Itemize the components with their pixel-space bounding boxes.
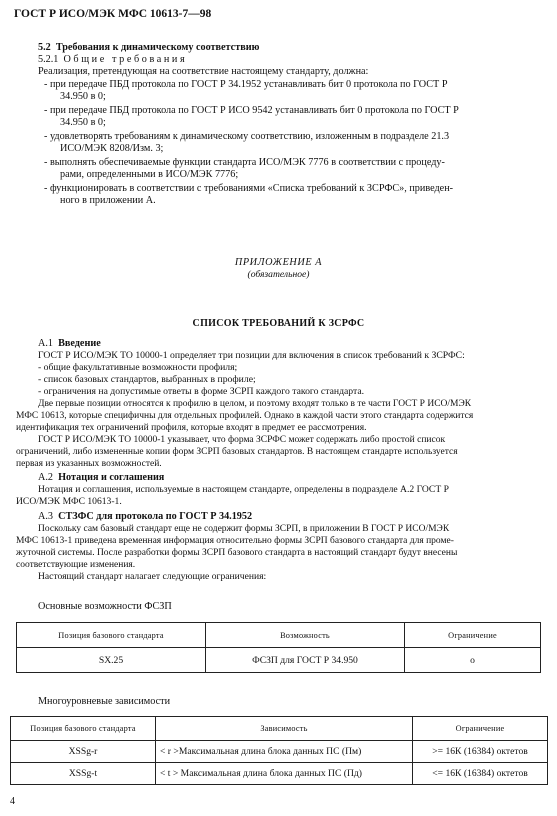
a1-number: А.1 (38, 338, 53, 349)
table2-caption: Многоуровневые зависимости (38, 696, 171, 707)
list-item: - ограничения на допустимые ответы в форме ЗСРП каждого такого стандарта. (38, 386, 365, 397)
column-header: Зависимость (156, 717, 413, 741)
a3-number: А.3 (38, 511, 53, 522)
paragraph-line: первая из указанных возможностей. (16, 459, 162, 469)
list-item: - выполнять обеспечиваемые функции стандарта ИСО/МЭК 7776 в соответствии с процеду- (44, 157, 445, 168)
column-header: Возможность (206, 623, 405, 648)
paragraph-line: Реализация, претендующая на соответствие настоящему стандарту, должна: (38, 66, 369, 77)
table-cell: о (405, 648, 541, 673)
list-item: - список базовых стандартов, выбранных в профиле; (38, 374, 256, 385)
column-header: Ограничение (405, 623, 541, 648)
list-item-continuation: 34.950 в 0; (60, 91, 106, 102)
paragraph-line: ограничений, либо измененные копии форм ЗСРП базовых стандартов. В настоящем стандарте используется (16, 447, 458, 457)
a3-title: СТЗФС для протокола по ГОСТ Р 34.1952 (58, 511, 253, 522)
list-item: - общие факультативные возможности профиля; (38, 362, 238, 373)
paragraph-line: жуточной системы. После разработки формы ЗСРП базового стандарта в настоящий стандарт будут внесены (16, 548, 458, 558)
appendix-main-title: СПИСОК ТРЕБОВАНИЙ К ЗСРФС (192, 318, 365, 329)
page-header: ГОСТ Р ИСО/МЭК МФС 10613-7—98 (14, 8, 212, 20)
paragraph-line: Нотация и соглашения, используемые в настоящем стандарте, определены в подразделе А.2 ГОСТ Р (38, 484, 449, 495)
table-cell: ФСЗП для ГОСТ Р 34.950 (206, 648, 405, 673)
list-item: - функционировать в соответствии с требованиями «Списка требований к ЗСРФС», приведен- (44, 183, 454, 194)
table-cell: < r >Максимальная длина блока данных ПС (Пм) (156, 741, 413, 763)
table-row (17, 648, 541, 673)
table-row (11, 741, 548, 763)
table-multilevel-dependencies (10, 716, 548, 785)
table-cell: >= 16К (16384) октетов (413, 741, 548, 763)
table-basic-capabilities (16, 622, 541, 673)
paragraph-line: соответствующие изменения. (16, 560, 136, 570)
column-header: Позиция базового стандарта (11, 717, 156, 741)
column-header: Ограничение (413, 717, 548, 741)
section-title: Требования к динамическому соответствию (55, 42, 260, 53)
subsection-title: Общие требования (63, 54, 188, 65)
page-number: 4 (10, 796, 15, 807)
section-5-2-heading (38, 42, 259, 54)
paragraph-line: идентификация тех ограничений профиля, которые входят в предмет ее рассмотрения. (16, 423, 367, 433)
table-cell: XSSg-r (11, 741, 156, 763)
list-item-continuation: ного в приложении А. (60, 195, 156, 206)
a2-heading (38, 472, 164, 484)
paragraph-line: ГОСТ Р ИСО/МЭК ТО 10000-1 указывает, что форма ЗСРФС может содержать либо простой список (38, 435, 446, 445)
a2-title: Нотация и соглашения (58, 472, 165, 483)
list-item: - при передаче ПБД протокола по ГОСТ Р ИСО 9542 устанавливать бит 0 протокола по ГОСТ Р (44, 105, 459, 116)
paragraph-line: МФС 10613-1 приведена временная информация относительно формы ЗСРП базового стандарта для проме- (16, 536, 454, 546)
table-header-row (11, 717, 548, 741)
a3-heading (38, 511, 252, 523)
appendix-subtitle: (обязательное) (247, 269, 310, 280)
list-item: - при передаче ПБД протокола по ГОСТ Р 34.1952 устанавливать бит 0 протокола по ГОСТ Р (44, 79, 448, 90)
column-header: Позиция базового стандарта (17, 623, 206, 648)
appendix-title: ПРИЛОЖЕНИЕ А (234, 257, 323, 268)
table-cell: XSSg-t (11, 763, 156, 785)
paragraph-line: МФС 10613, которые специфичны для отдельных профилей. Однако в каждой части этого стандарта содержится (16, 411, 474, 421)
a2-number: А.2 (38, 472, 53, 483)
table-header-row (17, 623, 541, 648)
subsection-number: 5.2.1 (38, 54, 59, 65)
list-item-continuation: ИСО/МЭК 8208/Изм. 3; (60, 143, 164, 154)
paragraph-line: Поскольку сам базовый стандарт еще не содержит формы ЗСРП, в приложении В ГОСТ Р ИСО/МЭК (38, 524, 450, 534)
a1-title: Введение (58, 338, 101, 349)
paragraph-line: Две первые позиции относятся к профилю в целом, и поэтому входят только в те части ГОСТ Р ИСО/МЭК (38, 399, 472, 409)
table-cell: < t > Максимальная длина блока данных ПС (Пд) (156, 763, 413, 785)
list-item: - удовлетворять требованиям к динамическому соответствию, изложенным в подразделе 21.3 (44, 131, 450, 142)
table-cell: SX.25 (17, 648, 206, 673)
section-number: 5.2 (38, 42, 51, 53)
paragraph-line: Настоящий стандарт налагает следующие ограничения: (38, 571, 267, 582)
table-row (11, 763, 548, 785)
a1-heading (38, 338, 101, 350)
table1-caption: Основные возможности ФСЗП (38, 601, 172, 612)
list-item-continuation: рами, определенными в ИСО/МЭК 7776; (60, 169, 239, 180)
paragraph-line: ИСО/МЭК МФС 10613-1. (16, 496, 122, 507)
list-item-continuation: 34.950 в 0; (60, 117, 106, 128)
subsection-5-2-1-heading (38, 54, 187, 66)
paragraph-line: ГОСТ Р ИСО/МЭК ТО 10000-1 определяет три позиции для включения в список требований к ЗСРФС: (38, 350, 465, 361)
table-cell: <= 16К (16384) октетов (413, 763, 548, 785)
